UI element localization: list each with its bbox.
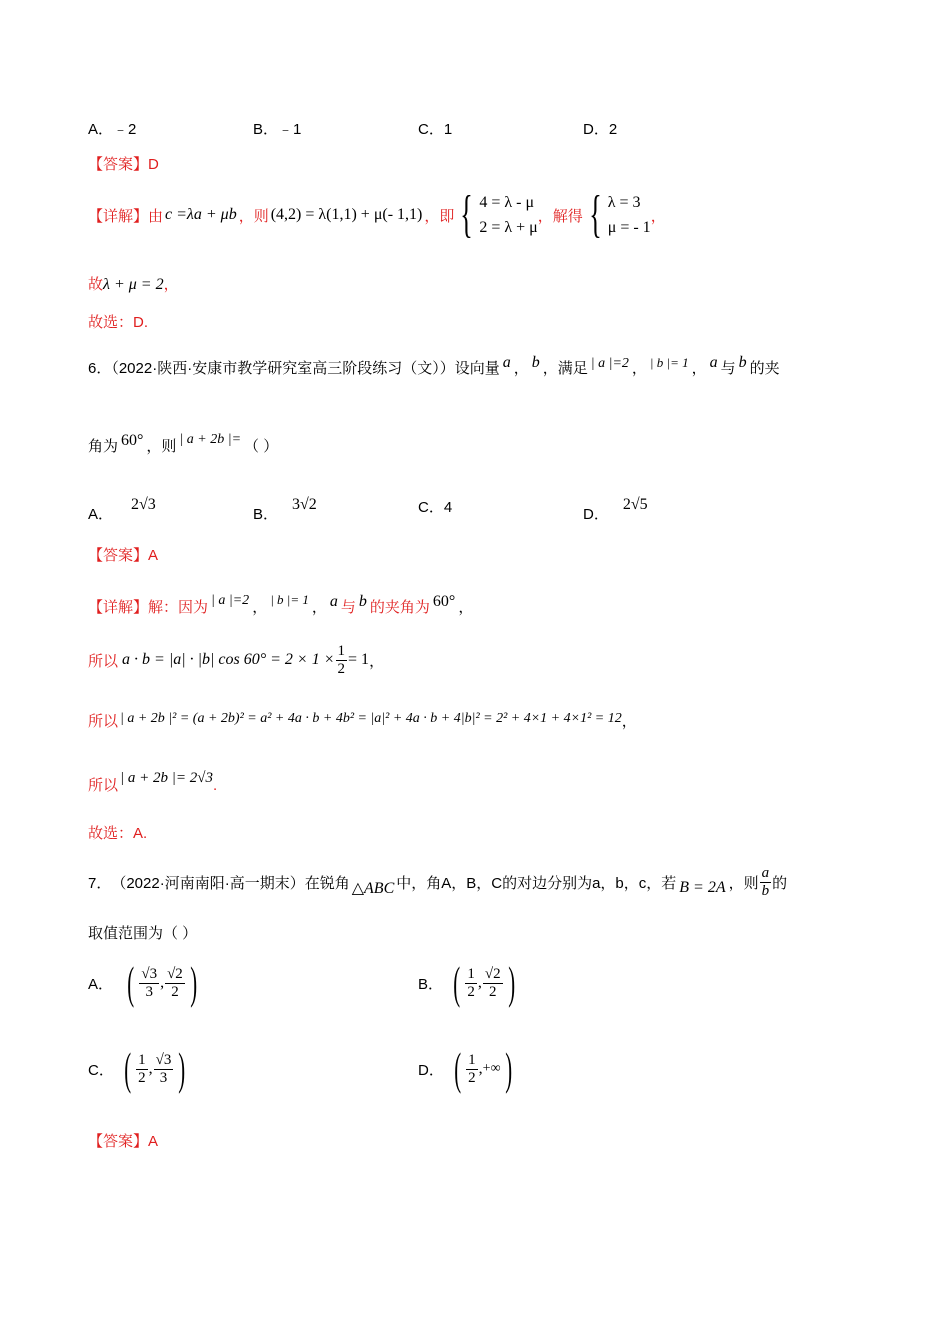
q5-system2-row2: μ = - 1 [607,219,651,236]
q6-vec-b2: b [738,354,747,371]
q7-option-d-left-den: 2 [468,1069,476,1086]
q6-option-b-value: 3√2 [292,496,317,513]
q6-angle: 60° [121,432,144,449]
q6-line1-frac [336,643,348,678]
q7-ze: ，则 [728,874,759,892]
q6-option-d-label: D． [583,506,609,523]
q5-choose: 故选：D. [88,314,149,331]
q7-source: （2022·河南南阳·高一期末）在锐角 [111,874,350,892]
q7-option-c-left-num: 1 [138,1051,146,1068]
q6-option-d-value: 2√5 [622,496,648,513]
q7-option-b-left-den: 2 [467,983,475,1000]
q6-satisfy: ，满足 [542,360,588,377]
q6-vec-a: a [502,354,511,371]
q7-option-a-lparen: ( [127,957,135,1008]
q7-option-d-label: D． [418,1061,444,1079]
q7-option-b-lparen: ( [453,957,461,1008]
q7-option-d-right: +∞ [482,1061,501,1076]
q6-detail: 【详解】解：因为 | a |=2 ， | b |= 1 ， a 与 b 的夹角为 60° ， [88,592,474,616]
q7-frac-num: a [761,864,770,881]
q6-option-a [88,496,156,524]
q6-line2: 所以 | a + 2b |² = (a + 2b)² = a² + 4a · b + 4b² = |a|² + 4a · b + 4|b|² = 2² + 4×1 + 4×1² = 12， [88,711,637,730]
q5-detail-then: ，则 [238,207,269,225]
q7-option-c-rparen: ) [178,1043,186,1094]
q5-detail-jiede: ，解得 [537,207,583,225]
q5-detail-ji: ，即 [424,207,455,225]
q6-option-a-value: 2√3 [131,496,156,513]
q7-option-d-lparen: ( [454,1043,461,1094]
q5-detail-eq1: c =λa + μb [165,206,237,223]
q7-option-b-frac-left [465,966,477,1001]
q7-option-c-left-den: 2 [138,1069,146,1086]
q5-system2-row1: λ = 3 [607,194,641,211]
q6-option-b [253,496,317,524]
q6-line1-frac-den: 2 [337,660,346,677]
q7-answer: 【答案】A [88,1133,159,1150]
q7-option-b-right-num: √2 [484,965,501,982]
q5-system1 [479,190,537,240]
q5-system1-row1: 4 = λ - μ [479,194,535,211]
q7-option-a-right-den: 2 [171,983,179,1000]
q6-comma: ， [513,360,529,377]
q7-stem-line1 [88,862,787,902]
q6-cond2: | b |= 1 [649,355,689,370]
q6-expr: | a + 2b |= [179,432,242,447]
q6-detail-a: a [329,593,338,610]
q6-detail-jia: 的夹角为 [369,599,430,616]
q6-yu: 与 [720,360,736,377]
q7-option-a-left-num: √3 [141,965,158,982]
q7-option-b-left-num: 1 [467,965,475,982]
q7-option-a: A． ( $\frac{√3}{3}$ , $\frac{√2}{2}$ ) [88,957,197,1008]
q7-option-c-label: C． [88,1061,114,1079]
q6-suoyi-1: 所以 [88,652,119,670]
q6-line2-expr: | a + 2b |² = (a + 2b)² = a² + 4a · b + 4b² = |a|² + 4a · b + 4|b|² = 2² + 4×1 + 4×1² = 12 [120,711,622,726]
q6-number: 6． [88,360,112,377]
q7-option-c: C． ( $\frac{1}{2}$ , $\frac{√3}{3}$ ) [88,1043,186,1094]
q7-option-d-rparen: ) [504,1043,512,1094]
q5-option-d: D．2 [583,121,618,138]
q6-detail-b: b [358,593,367,610]
q6-stem-line1: 6．（2022·陕西·安康市教学研究室高三阶段练习（文））设向量 a ， b ，满足 | a |=2 ， | b |= 1 ， a 与 b 的夹 [88,354,780,377]
q7-option-a-frac-left [139,966,159,1001]
q7-option-c-right-num: √3 [155,1051,172,1068]
q6-answer: 【答案】A [88,547,159,564]
q7-option-a-rparen: ) [190,957,197,1008]
q5-system2-brace: { [589,186,602,243]
q6-vec-b: b [531,354,540,371]
q5-detail-tag: 【详解】 [88,207,149,225]
q6-option-d [583,496,648,524]
q6-de-jia: 的夹 [749,360,780,377]
q5-system2 [608,190,651,240]
q7-option-c-right-den: 3 [159,1069,168,1086]
q5-gu-line [88,273,179,294]
q6-option-a-label: A． [88,506,114,523]
q6-detail-tag: 【详解】 [88,599,149,616]
q6-blank: （ ） [244,438,279,455]
q6-option-c: C．4 [418,499,453,516]
q6-detail-start: 解：因为 [148,599,209,616]
q7-option-d-frac-left [466,1052,478,1087]
q7-triangle: △ABC [351,880,395,897]
q7-option-b-label: B． [418,975,444,993]
q7-option-c-frac-left [136,1052,148,1087]
q6-detail-angle: 60° [432,593,456,610]
q6-detail-cond1: | a |=2 [211,593,250,608]
q7-frac [760,865,772,900]
q5-option-c: C．1 [418,121,453,138]
q6-line1-expr: a · b = |a| · |b| cos 60° = 2 × 1 × [122,651,335,668]
q7-option-d-left-num: 1 [468,1051,476,1068]
q5-system1-row2: 2 = λ + μ [479,219,538,236]
q7-frac-den: b [761,882,770,899]
q6-line1: 所以 a · b = |a| · |b| cos 60° = 2 × 1 × $\frac{1}{2}$ = 1 ， [88,642,385,677]
q5-answer: 【答案】D [88,156,159,173]
q5-option-a: A．﹣2 [88,121,137,138]
q5-detail [88,185,666,245]
q7-number: 7． [88,874,112,892]
q5-system1-brace: { [460,186,474,243]
q6-option-b-label: B． [253,506,279,523]
q6-line3-dot: . [213,777,218,794]
q6-cond1: | a |=2 [590,356,629,371]
q5-option-b: B．﹣1 [253,121,302,138]
q7-option-a-frac-right [165,966,185,1001]
q6-suoyi-2: 所以 [88,713,119,730]
q7-option-d: D． ( $\frac{1}{2}$ , +∞ ) [418,1043,512,1094]
q7-option-b: B． ( $\frac{1}{2}$ , $\frac{√2}{2}$ ) [418,957,515,1008]
q5-detail-prefix: 由 [148,207,164,225]
q6-stem-line2 [88,432,278,456]
q6-detail-yu: 与 [340,599,356,616]
q6-line3-expr: | a + 2b |= 2√3 [120,770,213,786]
q6-choose: 故选：A. [88,825,148,842]
q6-vec-a2: a [709,354,718,371]
q6-suoyi-3: 所以 [88,777,119,794]
q5-detail-end: ， [650,207,666,225]
q7-option-c-frac-right [154,1052,174,1087]
q5-gu: 故 [88,276,104,293]
q7-text1: 中，角A，B，C的对边分别为a，b，c，若 [396,874,677,892]
q7-cond: B = 2A [679,879,726,896]
q5-detail-eq2: (4,2) = λ(1,1) + μ(- 1,1) [270,206,423,223]
q7-de: 的 [772,874,788,892]
q7-option-a-left-den: 3 [145,983,153,1000]
q7-option-a-right-num: √2 [167,965,183,982]
q6-jiao-wei: 角为 [88,438,119,455]
q6-line1-end: = 1 [348,651,370,668]
q6-ze: ，则 [146,438,177,455]
q6-line1-frac-num: 1 [337,642,346,659]
q7-option-b-rparen: ) [507,957,515,1008]
q7-option-c-lparen: ( [124,1043,131,1094]
q6-detail-cond2: | b |= 1 [270,592,309,607]
q5-gu-eq: λ + μ = 2 [103,276,164,293]
q7-text2: 取值范围为（ ） [88,925,198,942]
q7-option-a-label: A． [88,975,114,993]
q5-gu-end: ， [163,276,179,293]
q6-source: （2022·陕西·安康市教学研究室高三阶段练习（文））设向量 [111,360,500,377]
q6-line3 [88,770,217,795]
q7-option-b-frac-right [483,966,503,1001]
q7-option-b-right-den: 2 [488,983,497,1000]
